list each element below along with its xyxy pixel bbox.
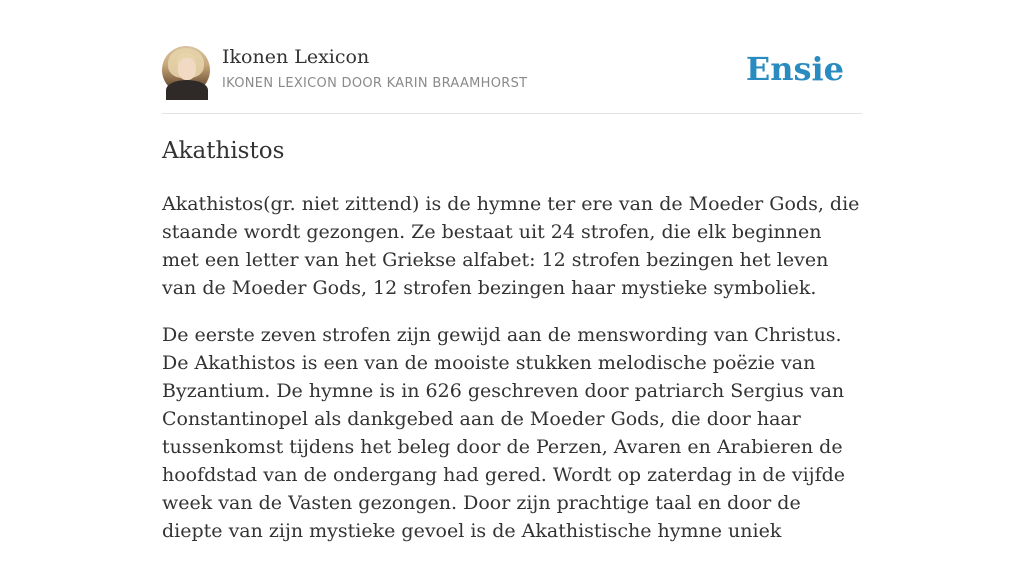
avatar-face bbox=[178, 58, 196, 80]
article-paragraph: Akathistos(gr. niet zittend) is de hymne ter ere van de Moeder Gods, die staande wordt gezongen. Ze bestaat uit 24 strofen, die elk beginnen met een letter van het Griekse alfabet: 12 strofen bezingen het leven van de Moeder Gods, 12 strofen bezingen haar mystieke symboliek. bbox=[162, 193, 860, 299]
author-avatar[interactable] bbox=[162, 46, 210, 94]
site-subtitle: IKONEN LEXICON DOOR KARIN BRAAMHORST bbox=[222, 76, 528, 91]
article-paragraph: De eerste zeven strofen zijn gewijd aan de menswording van Christus. De Akathistos is een van de mooiste stukken melodische poëzie van Byzantium. De hymne is in 626 geschreven door patriarch Sergius van Constantinopel als dankgebed aan de Moeder Gods, die door haar tussenkomst tijdens het beleg door de Perzen, Avaren en Arabieren de hoofdstad van de ondergang had gered. Wordt op zaterdag in de vijfde week van de Vasten gezongen. Door zijn prachtige taal en door de diepte van zijn mystieke gevoel is de Akathistische hymne uniek bbox=[162, 324, 846, 542]
avatar-shoulders bbox=[166, 80, 208, 100]
site-title[interactable]: Ikonen Lexicon bbox=[222, 46, 370, 68]
article-body bbox=[162, 190, 862, 564]
article-title: Akathistos bbox=[162, 138, 285, 164]
site-header bbox=[162, 46, 862, 96]
header-divider bbox=[162, 113, 862, 114]
ensie-logo[interactable]: Ensie bbox=[745, 50, 844, 88]
